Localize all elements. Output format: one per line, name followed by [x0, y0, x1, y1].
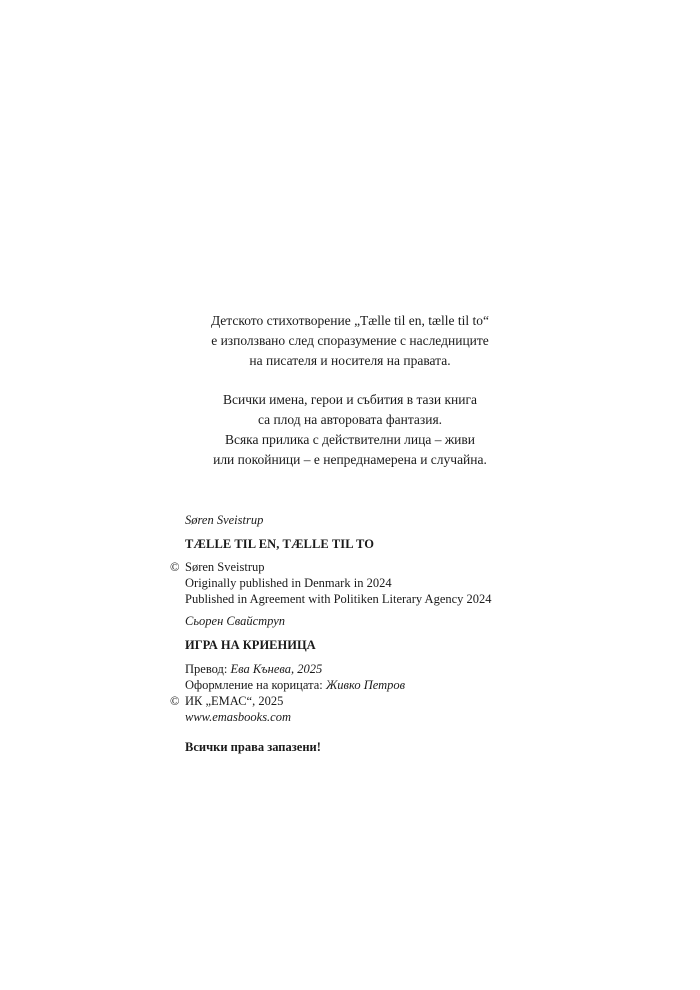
notice-line: Детското стихотворение „Tælle til en, tælle til to“: [210, 313, 490, 328]
translation-credit: [185, 661, 525, 677]
cover-label: Оформление на корицата:: [185, 678, 323, 692]
cover-designer: Живко Петров: [325, 678, 406, 692]
publisher-copyright-block: [170, 693, 525, 709]
original-title: TÆLLE TIL EN, TÆLLE TIL TO: [185, 537, 375, 551]
original-copyright-block: [170, 559, 525, 607]
publisher-website: www.emasbooks.com: [185, 710, 292, 724]
poem-permission-paragraph: [150, 311, 550, 371]
copyright-symbol: ©: [170, 560, 180, 574]
original-author: Søren Sveistrup: [185, 513, 264, 527]
original-publication: Originally published in Denmark in 2024: [185, 576, 392, 590]
notice-line: на писателя и носителя на правата.: [249, 353, 451, 368]
translation-label: Превод:: [185, 662, 228, 676]
original-copyright-holder: Søren Sveistrup: [185, 560, 265, 574]
bulgarian-author: Сьорен Свайструп: [185, 614, 286, 628]
bulgarian-title: ИГРА НА КРИЕНИЦА: [185, 638, 316, 652]
notice-line: са плод на авторовата фантазия.: [257, 412, 443, 427]
legal-notice: [150, 311, 550, 470]
original-agreement: Published in Agreement with Politiken Literary Agency 2024: [185, 592, 492, 606]
notice-line: или покойници – е непреднамерена и случайна.: [213, 452, 487, 467]
notice-line: Всяка прилика с действителни лица – живи: [224, 432, 476, 447]
rights-reserved: Всички права запазени!: [185, 740, 321, 754]
fiction-disclaimer-paragraph: [150, 390, 550, 470]
imprint-block: [170, 512, 525, 755]
notice-line: Всички имена, герои и събития в тази книга: [223, 392, 477, 407]
cover-credit: [185, 677, 525, 693]
publisher: ИК „ЕМАС“, 2025: [185, 694, 284, 708]
copyright-symbol: ©: [170, 694, 180, 708]
translator: Ева Кънева, 2025: [230, 662, 323, 676]
notice-line: е използвано след споразумение с наследниците: [211, 333, 489, 348]
